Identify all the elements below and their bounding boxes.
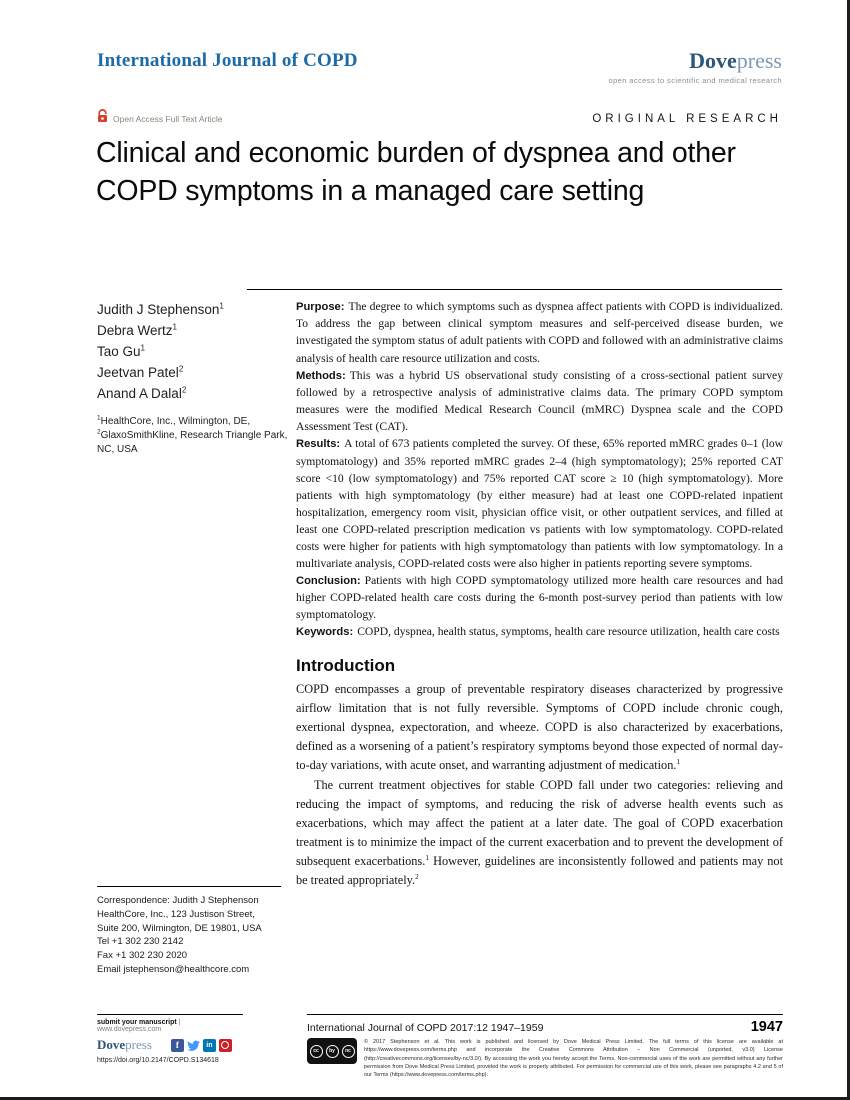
- publisher-tagline: open access to scientific and medical research: [608, 76, 782, 85]
- correspondence-block: [97, 886, 281, 977]
- publisher-logo: [609, 50, 782, 85]
- dovepress-url[interactable]: www.dovepress.com: [97, 1026, 162, 1033]
- article-title: Clinical and economic burden of dyspnea and other COPD symptoms in a managed care setting: [96, 137, 736, 208]
- social-icons: [171, 1039, 232, 1052]
- affiliations: $^1$HealthCore, Inc., Wilmington, DE, $^2$GlaxoSmithKline, Research Triangle Park, NC, USA: [97, 414, 288, 456]
- social-row: [97, 1037, 243, 1053]
- submit-manuscript-line[interactable]: submit your manuscript | www.dovepress.com: [97, 1019, 181, 1033]
- introduction-paragraph-2: The current treatment objectives for stable COPD fall under two categories: relieving and reducing the impact of symptoms, and reducing the risk of adverse health events such as exacerbations, which may affect the patient at a later date. The goal of COPD exacerbation treatment is to minimize the impact of the current exacerbation and to prevent the development of subsequent exacerbations.$^1$ However, guidelines are inconsistently followed and patients may not be treated appropriately.$^2$: [296, 777, 783, 888]
- license-text: © 2017 Stephenson et al. This work is published and licensed by Dove Medical Press Limited. The full terms of this license are available at https://www.dovepress.com/terms.php and incorporate the Creative Commons Attribution – Non Commercial (unported, v3.0) License (http://creativecommons.org/licenses/by-nc/3.0/). By accessing the work you hereby accept the Terms. Non-commercial uses of the work are permitted without any further permission from Dove Medical Press Limited, provided the work is properly attributed. For permission for commercial use of this work, please see paragraphs 4.2 and 5 of our Terms (https://www.dovepress.com/terms.php).: [364, 1039, 783, 1078]
- correspondence-line: Suite 200, Wilmington, DE 19801, USA: [97, 922, 262, 934]
- open-access-icon: [97, 109, 108, 128]
- footer-left: [97, 1014, 243, 1064]
- doi-link[interactable]: https://doi.org/10.2147/COPD.S134618: [97, 1057, 219, 1064]
- twitter-icon[interactable]: [187, 1039, 200, 1052]
- section-heading-introduction: Introduction: [296, 655, 396, 675]
- footer-issue-row: [307, 1019, 783, 1035]
- creative-commons-badge[interactable]: [307, 1038, 357, 1064]
- author-name: Jeetvan Patel$^2$: [97, 364, 184, 381]
- abstract-divider: [247, 289, 782, 290]
- open-access-link[interactable]: [97, 109, 222, 128]
- journal-issue-line: International Journal of COPD 2017:12 1947–1959: [307, 1022, 544, 1034]
- abstract-purpose: Purpose: The degree to which symptoms such as dyspnea affect patients with COPD is individualized. To address the gap between clinical symptom measures and self-perceived disease burden, we investigated the symptom status of adult patients with COPD and followed with an administrative claims analysis of health care resource utilization and costs.: [296, 300, 783, 365]
- youtube-icon[interactable]: [219, 1039, 232, 1052]
- introduction-paragraph-1: COPD encompasses a group of preventable respiratory diseases characterized by progressive airflow limitation that is not fully reversible. Symptoms of COPD include chronic cough, exertional dyspnea, expectoration, and wheeze. COPD is also characterized by exacerbations, defined as a worsening of a patient’s respiratory symptoms beyond those expected of normal day-to-day variations, with acute onset, and warranting adjustment of medication.$^1$: [296, 681, 783, 773]
- dovepress-wordmark: Dovepress: [689, 48, 782, 73]
- abstract-keywords: Keywords: COPD, dyspnea, health status, symptoms, health care resource utilization, health care costs: [296, 625, 780, 639]
- author-name: Debra Wertz$^1$: [97, 322, 178, 339]
- page-header: [97, 50, 782, 85]
- correspondence-line: Tel +1 302 230 2142: [97, 936, 184, 948]
- linkedin-icon[interactable]: in: [203, 1039, 216, 1052]
- main-column: [296, 298, 783, 891]
- open-access-label: Open Access Full Text Article: [113, 113, 223, 124]
- correspondence-line: Correspondence: Judith J Stephenson: [97, 895, 259, 906]
- author-name: Judith J Stephenson$^1$: [97, 301, 224, 317]
- author-name: Tao Gu$^1$: [97, 343, 146, 360]
- article-type-label: ORIGINAL RESEARCH: [592, 112, 782, 125]
- correspondence-email[interactable]: Email jstephenson@healthcore.com: [97, 963, 250, 975]
- license-row: [307, 1038, 783, 1079]
- author-block: [97, 299, 289, 457]
- journal-name: International Journal of COPD: [97, 50, 358, 71]
- footer-right: [307, 1014, 783, 1079]
- page-number: 1947: [750, 1019, 783, 1035]
- abstract-results: Results: A total of 673 patients completed the survey. Of these, 65% reported mMRC grades 0–1 (low symptomatology) and 35% reported mMRC grades 2–4 (high symptomatology); 25% reported CAT score <10 (low symptomatology) and 75% reported CAT score ≥ 10 (high symptomatology). More patients with high symptomatology (by either measure) had at least one COPD-related inpatient hospitalization, emergency room visit, physician office visit, or other outpatient services, and filled at least one COPD-related prescription medication vs patients with low symptomatology. COPD-related costs were higher for patients with high symptomatology than patients with low symptomatology. In a multivariate analysis, COPD-related costs were also higher in patients reporting severe symptoms.: [296, 437, 783, 570]
- facebook-icon[interactable]: f: [171, 1039, 184, 1052]
- meta-row: [97, 109, 782, 128]
- attribution-icon: by: [326, 1045, 339, 1058]
- correspondence-line: HealthCore, Inc., 123 Justison Street,: [97, 908, 255, 920]
- abstract-conclusion: Conclusion: Patients with high COPD symptomatology utilized more health care resources and had higher COPD-related health care costs during the 6-month post-survey period than patients with low symptomatology.: [296, 573, 783, 622]
- dovepress-footer-logo: Dovepress: [97, 1037, 152, 1052]
- cc-icon: cc: [310, 1045, 323, 1058]
- abstract-methods: Methods: This was a hybrid US observational study consisting of a cross-sectional patient survey followed by a retrospective analysis of administrative claims data. The primary COPD symptom measures were the modified Medical Research Council (mMRC) Dyspnea scale and the COPD Assessment Test (CAT).: [296, 368, 783, 434]
- noncommercial-icon: nc: [342, 1045, 355, 1058]
- author-name: Anand A Dalal$^2$: [97, 385, 187, 402]
- correspondence-line: Fax +1 302 230 2020: [97, 950, 188, 962]
